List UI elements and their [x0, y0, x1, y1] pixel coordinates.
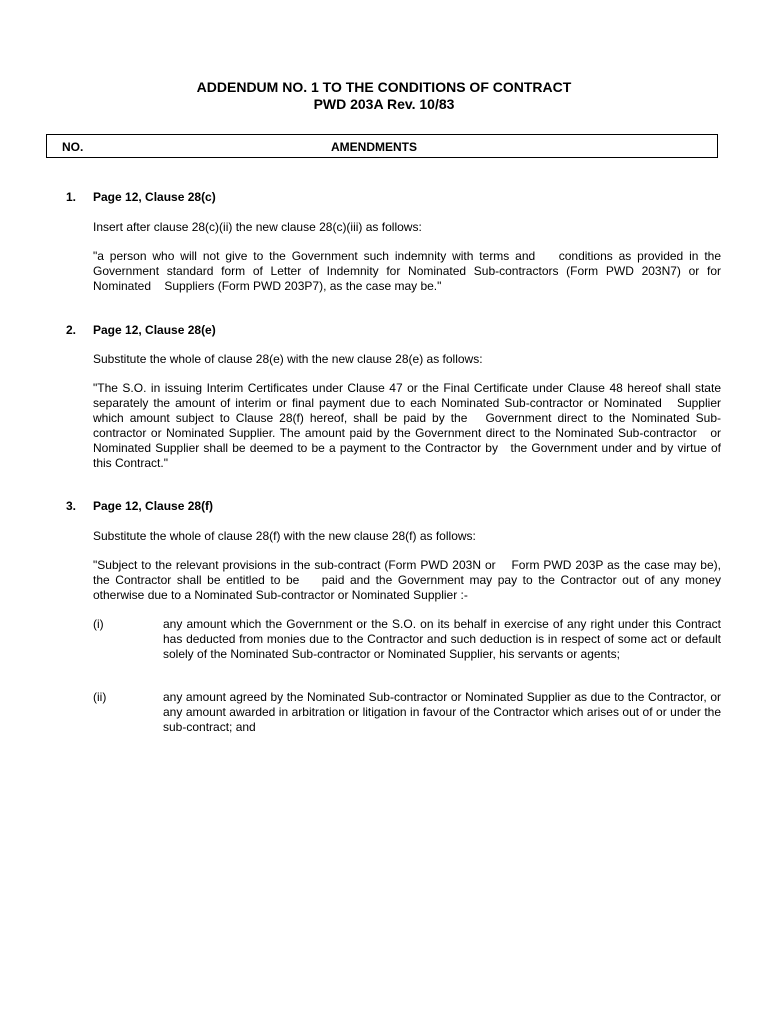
item-heading: Page 12, Clause 28(e) — [93, 323, 216, 337]
document-title: ADDENDUM NO. 1 TO THE CONDITIONS OF CONTRACT — [196, 79, 572, 95]
item-intro: Insert after clause 28(c)(ii) the new clause 28(c)(iii) as follows: — [93, 220, 422, 234]
subitem-label: (i) — [93, 617, 104, 631]
subitem-label: (ii) — [93, 690, 107, 704]
item-heading: Page 12, Clause 28(c) — [93, 190, 216, 204]
item-body: "Subject to the relevant provisions in the sub-contract (Form PWD 203N or Form PWD 203P as the case may be), the Contractor shall be entitled to be paid and the Government may pay to the Contractor out of any money otherwise due to a Nominated Sub-contractor or Nominated Supplier :- — [93, 558, 735, 602]
document-subtitle: PWD 203A Rev. 10/83 — [313, 96, 455, 112]
item-intro: Substitute the whole of clause 28(f) with the new clause 28(f) as follows: — [93, 529, 476, 543]
subitem-text: any amount agreed by the Nominated Sub-contractor or Nominated Supplier as due to the Contractor, or any amount awarded in arbitration or litigation in favour of the Contractor which arises out of or under the sub-contract; and — [163, 690, 725, 734]
item-heading: Page 12, Clause 28(f) — [93, 499, 214, 513]
no-column-label: NO. — [62, 140, 84, 154]
item-intro: Substitute the whole of clause 28(e) with the new clause 28(e) as follows: — [93, 352, 483, 366]
amendments-header-box — [46, 134, 718, 158]
item-number: 3. — [66, 499, 77, 513]
amendments-column-label: AMENDMENTS — [331, 140, 417, 154]
item-body: "a person who will not give to the Government such indemnity with terms and conditions as provided in the Government standard form of Letter of Indemnity for Nominated Sub-contractors (Form PWD 203N7) or for Nominated Suppliers (Form PWD 203P7), as the case may be." — [93, 249, 725, 293]
item-number: 1. — [66, 190, 77, 204]
subitem-text: any amount which the Government or the S.O. on its behalf in exercise of any right under this Contract has deducted from monies due to the Contractor and such deduction is in respect of some act or default solely of the Nominated Sub-contractor or Nominated Supplier, his servants or agents; — [163, 617, 725, 661]
item-body: "The S.O. in issuing Interim Certificates under Clause 47 or the Final Certificate under Clause 48 hereof shall state separately the amount of interim or final payment due to each Nominated Sub-contractor or Nominated Supplier which amount subject to Clause 28(f) hereof, shall be paid by the Government direct to the Nominated Sub-contractor or Nominated Supplier. The amount paid by the Government direct to the Nominated Sub-contractor or Nominated Supplier shall be deemed to be a payment to the Contractor by the Government under and by virtue of this Contract." — [93, 381, 725, 470]
item-number: 2. — [66, 323, 77, 337]
